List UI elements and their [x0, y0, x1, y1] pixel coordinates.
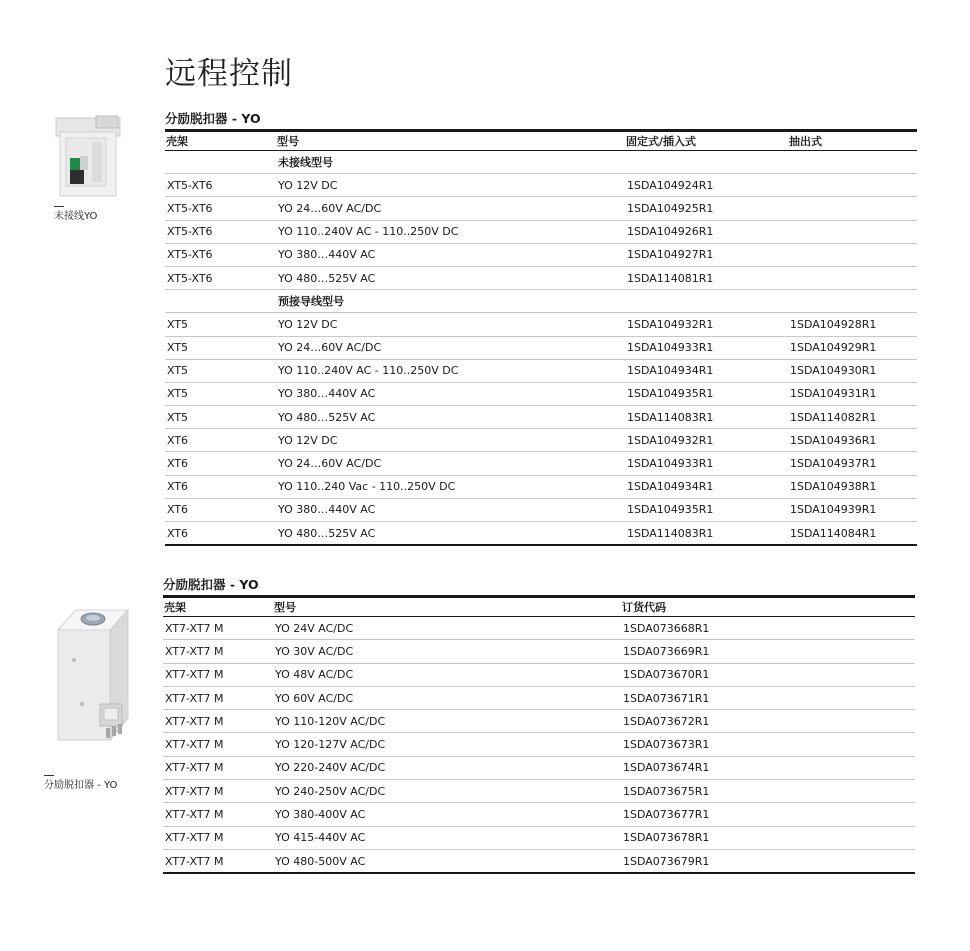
cell-frame: XT7-XT7 M [163, 826, 273, 849]
cell-frame: XT5-XT6 [165, 174, 276, 197]
cell-order-code: 1SDA073678R1 [621, 826, 785, 849]
col-header-model: 型号 [273, 597, 621, 617]
cell-order-code: 1SDA114083R1 [625, 522, 788, 546]
image-caption-1 [54, 206, 97, 223]
table-row [165, 313, 917, 336]
table-row [165, 452, 917, 475]
yo-xt7-product-image [48, 600, 132, 760]
table-row [165, 197, 917, 220]
table-row [165, 429, 917, 452]
cell-order-code: 1SDA104934R1 [625, 475, 788, 498]
cell-withdrawable-code [788, 174, 917, 197]
cell-withdrawable-code: 1SDA104929R1 [788, 336, 917, 359]
col-header-frame: 壳架 [165, 131, 276, 151]
table-row [163, 617, 915, 640]
cell-model: YO 24V AC/DC [273, 617, 621, 640]
table-subheader-row [165, 290, 917, 313]
cell-model: YO 110..240 Vac - 110..250V DC [276, 475, 625, 498]
cell-frame: XT6 [165, 429, 276, 452]
cell-model: YO 120-127V AC/DC [273, 733, 621, 756]
cell-model: YO 380…440V AC [276, 243, 625, 266]
cell-withdrawable-code [788, 220, 917, 243]
cell-frame: XT5 [165, 313, 276, 336]
cell-order-code: 1SDA073669R1 [621, 640, 785, 663]
cell-withdrawable-code: 1SDA104938R1 [788, 475, 917, 498]
cell-frame: XT5-XT6 [165, 197, 276, 220]
cell-model: YO 110-120V AC/DC [273, 710, 621, 733]
cell-frame: XT6 [165, 498, 276, 521]
cell-order-code: 1SDA104925R1 [625, 197, 788, 220]
cell-order-code: 1SDA073673R1 [621, 733, 785, 756]
cell-frame: XT5-XT6 [165, 266, 276, 289]
cell-frame: XT7-XT7 M [163, 780, 273, 803]
cell-order-code: 1SDA073677R1 [621, 803, 785, 826]
cell-frame: XT6 [165, 475, 276, 498]
cell-empty [785, 803, 915, 826]
cell-model: YO 480-500V AC [273, 849, 621, 873]
cell-frame: XT5 [165, 406, 276, 429]
cell-empty [785, 756, 915, 779]
cell-frame: XT5 [165, 382, 276, 405]
cell-order-code: 1SDA114083R1 [625, 406, 788, 429]
cell-order-code: 1SDA104926R1 [625, 220, 788, 243]
cell-empty [165, 151, 276, 174]
cell-order-code: 1SDA104924R1 [625, 174, 788, 197]
col-header-frame: 壳架 [163, 597, 273, 617]
cell-withdrawable-code: 1SDA104928R1 [788, 313, 917, 336]
yo-unwired-product-image [52, 112, 132, 202]
cell-frame: XT5 [165, 359, 276, 382]
cell-frame: XT6 [165, 522, 276, 546]
cell-model: YO 480…525V AC [276, 266, 625, 289]
cell-model: YO 480…525V AC [276, 522, 625, 546]
table-row [163, 849, 915, 873]
cell-frame: XT7-XT7 M [163, 686, 273, 709]
cell-order-code: 1SDA073670R1 [621, 663, 785, 686]
table-row [163, 640, 915, 663]
cell-model: YO 110..240V AC - 110..250V DC [276, 220, 625, 243]
cell-frame: XT7-XT7 M [163, 663, 273, 686]
cell-model: YO 380…440V AC [276, 382, 625, 405]
cell-empty [785, 617, 915, 640]
cell-model: YO 12V DC [276, 174, 625, 197]
cell-model: YO 24…60V AC/DC [276, 197, 625, 220]
cell-order-code: 1SDA104934R1 [625, 359, 788, 382]
col-header-model: 型号 [276, 131, 625, 151]
cell-frame: XT6 [165, 452, 276, 475]
cell-order-code: 1SDA104933R1 [625, 452, 788, 475]
cell-empty [785, 826, 915, 849]
cell-order-code: 1SDA114081R1 [625, 266, 788, 289]
table-row [163, 826, 915, 849]
cell-withdrawable-code [788, 197, 917, 220]
section-1-title: 分励脱扣器 - YO [165, 111, 261, 126]
cell-withdrawable-code: 1SDA104939R1 [788, 498, 917, 521]
section-yo-xt7 [163, 578, 915, 874]
cell-model: YO 240-250V AC/DC [273, 780, 621, 803]
table-subheader-row [165, 151, 917, 174]
table-row [163, 710, 915, 733]
cell-frame: XT7-XT7 M [163, 803, 273, 826]
cell-model: YO 12V DC [276, 313, 625, 336]
cell-frame: XT7-XT7 M [163, 733, 273, 756]
cell-model: YO 110..240V AC - 110..250V DC [276, 359, 625, 382]
table-row [165, 498, 917, 521]
table-header-row [163, 597, 915, 617]
cell-withdrawable-code: 1SDA104931R1 [788, 382, 917, 405]
cell-withdrawable-code [788, 243, 917, 266]
cell-empty [785, 710, 915, 733]
table-row [163, 756, 915, 779]
cell-empty [165, 290, 276, 313]
cell-order-code: 1SDA104933R1 [625, 336, 788, 359]
cell-model: YO 12V DC [276, 429, 625, 452]
cell-order-code: 1SDA104932R1 [625, 429, 788, 452]
col-header-empty [785, 597, 915, 617]
cell-model: YO 48V AC/DC [273, 663, 621, 686]
cell-model: YO 480…525V AC [276, 406, 625, 429]
table-row [165, 220, 917, 243]
cell-empty [785, 780, 915, 803]
image-caption-2 [44, 775, 117, 792]
cell-frame: XT7-XT7 M [163, 640, 273, 663]
cell-model: YO 415-440V AC [273, 826, 621, 849]
cell-withdrawable-code: 1SDA104930R1 [788, 359, 917, 382]
col-header-withdrawable: 抽出式 [788, 131, 917, 151]
cell-empty [785, 640, 915, 663]
cell-frame: XT5-XT6 [165, 243, 276, 266]
cell-model: YO 60V AC/DC [273, 686, 621, 709]
cell-model: YO 380-400V AC [273, 803, 621, 826]
col-header-fixed-plugin: 固定式/插入式 [625, 131, 788, 151]
table-row [165, 406, 917, 429]
cell-frame: XT7-XT7 M [163, 617, 273, 640]
cell-model: YO 220-240V AC/DC [273, 756, 621, 779]
table-row [165, 266, 917, 289]
table-row [163, 803, 915, 826]
table-row [165, 336, 917, 359]
cell-model: YO 380…440V AC [276, 498, 625, 521]
cell-model: YO 24…60V AC/DC [276, 452, 625, 475]
cell-withdrawable-code: 1SDA114082R1 [788, 406, 917, 429]
section-yo-xt5-xt6 [165, 112, 917, 546]
table-row [163, 686, 915, 709]
table-row [165, 359, 917, 382]
cell-order-code: 1SDA073675R1 [621, 780, 785, 803]
cell-withdrawable-code [788, 266, 917, 289]
table-row [165, 522, 917, 546]
cell-empty [785, 849, 915, 873]
subheader-label: 预接导线型号 [276, 290, 917, 313]
cell-order-code: 1SDA104935R1 [625, 498, 788, 521]
table-row [163, 733, 915, 756]
col-header-order-code: 订货代码 [621, 597, 785, 617]
cell-order-code: 1SDA073671R1 [621, 686, 785, 709]
table-row [163, 780, 915, 803]
section-2-title: 分励脱扣器 - YO [163, 577, 259, 592]
cell-withdrawable-code: 1SDA104936R1 [788, 429, 917, 452]
page-title: 远程控制 [165, 56, 293, 92]
cell-empty [785, 686, 915, 709]
table-row [163, 663, 915, 686]
table-row [165, 382, 917, 405]
table-row [165, 174, 917, 197]
cell-frame: XT7-XT7 M [163, 756, 273, 779]
yo-table-xt7 [163, 595, 915, 874]
table-row [165, 475, 917, 498]
cell-withdrawable-code: 1SDA114084R1 [788, 522, 917, 546]
yo-table-xt5-xt6 [165, 129, 917, 546]
cell-model: YO 30V AC/DC [273, 640, 621, 663]
cell-empty [785, 663, 915, 686]
subheader-label: 未接线型号 [276, 151, 917, 174]
cell-model: YO 24…60V AC/DC [276, 336, 625, 359]
table-header-row [165, 131, 917, 151]
cell-order-code: 1SDA073674R1 [621, 756, 785, 779]
cell-empty [785, 733, 915, 756]
cell-order-code: 1SDA073668R1 [621, 617, 785, 640]
cell-withdrawable-code: 1SDA104937R1 [788, 452, 917, 475]
cell-frame: XT5 [165, 336, 276, 359]
image-caption-1-text: 未接线YO [54, 211, 98, 222]
table-row [165, 243, 917, 266]
cell-order-code: 1SDA104935R1 [625, 382, 788, 405]
cell-frame: XT7-XT7 M [163, 710, 273, 733]
cell-frame: XT5-XT6 [165, 220, 276, 243]
cell-order-code: 1SDA104932R1 [625, 313, 788, 336]
cell-frame: XT7-XT7 M [163, 849, 273, 873]
cell-order-code: 1SDA073679R1 [621, 849, 785, 873]
image-caption-2-text: 分励脱扣器 - YO [44, 780, 118, 791]
cell-order-code: 1SDA104927R1 [625, 243, 788, 266]
cell-order-code: 1SDA073672R1 [621, 710, 785, 733]
